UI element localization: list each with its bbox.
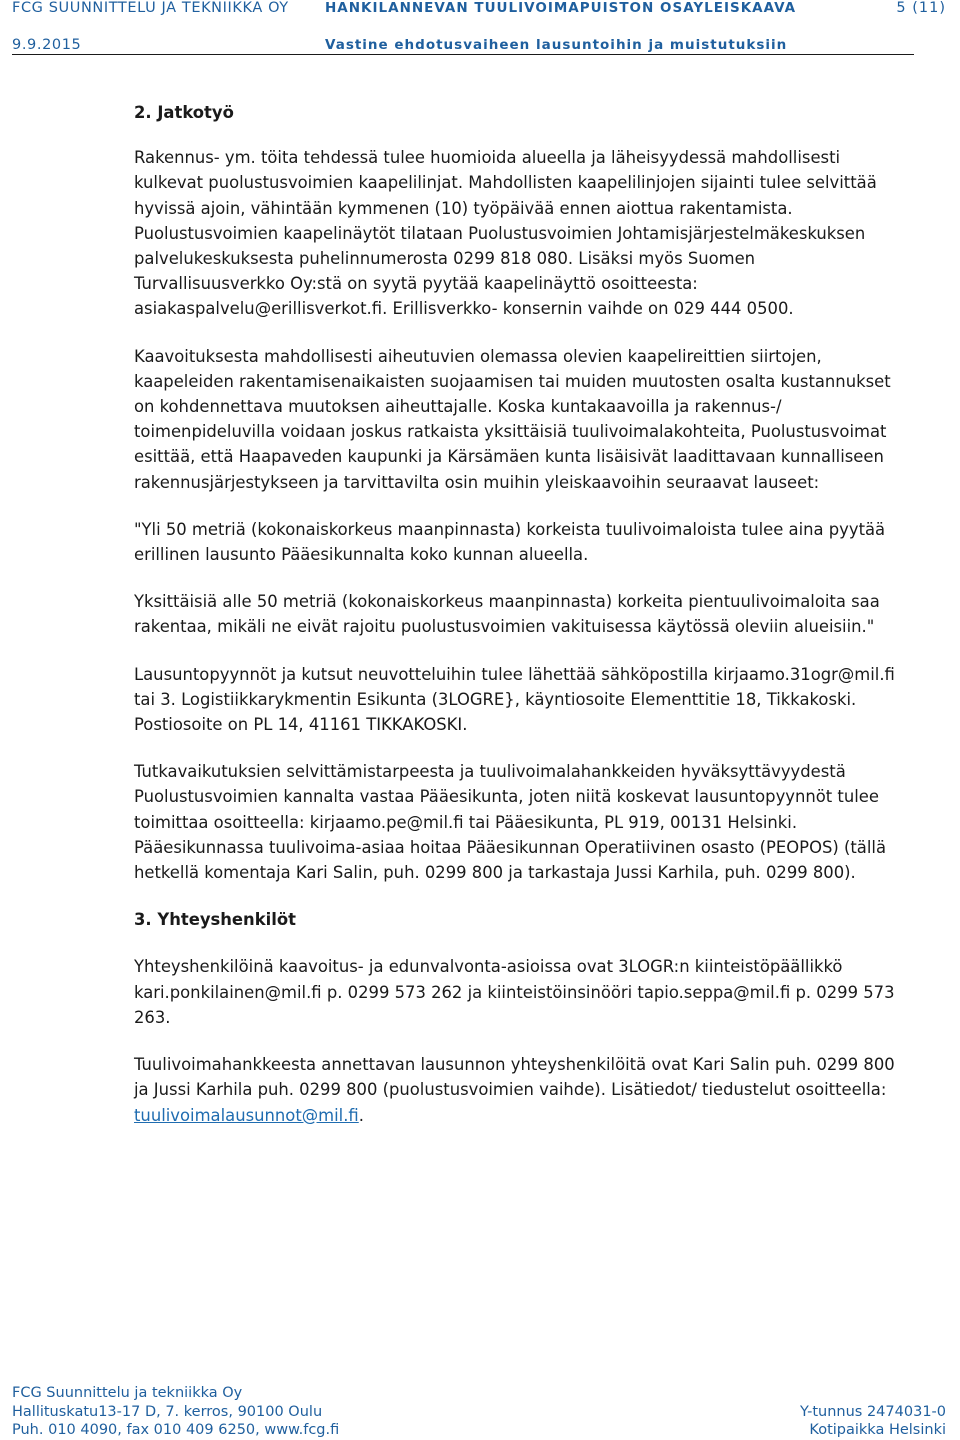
header-divider xyxy=(12,54,914,55)
contacts-wind-text: Tuulivoimahankkeesta annettavan lausunnon yhteyshenkilöitä ovat Kari Salin puh. 0299 800 ja Jussi Karhila puh. 0299 800 (puolustusvoimien vaihde). Lisätiedot/ tiedustelut osoitteella: xyxy=(134,1055,895,1100)
section-heading-yhteyshenkilot: 3. Yhteyshenkilöt xyxy=(134,910,296,930)
header-subtitle: Vastine ehdotusvaiheen lausuntoihin ja muistutuksiin xyxy=(325,37,788,53)
footer-address: Hallituskatu13-17 D, 7. kerros, 90100 Oulu xyxy=(12,1403,323,1420)
footer-right xyxy=(800,1403,946,1440)
footer-company: FCG Suunnittelu ja tekniikka Oy xyxy=(12,1385,243,1401)
contacts-wind-end: . xyxy=(358,1105,364,1125)
footer-phone: Puh. 010 4090, fax 010 409 6250, www.fcg.fi xyxy=(12,1422,340,1438)
header-project-title: HANKILANNEVAN TUULIVOIMAPUISTON OSAYLEISKAAVA xyxy=(325,0,797,16)
footer-domicile: Kotipaikka Helsinki xyxy=(809,1422,946,1438)
paragraph-cable-lines: Rakennus- ym. töita tehdessä tulee huomioida alueella ja läheisyydessä mahdollisesti kulkevat puolustusvoimien kaapelilinjat. Mahdollisten kaapelilinjojen sijainti tulee selvittää hyvissä ajoin, vähintään kymmenen (10) työpäivää ennen aiottua rakentamista. Puolustusvoimien kaapelinäytöt tilataan Puolustusvoimien Johtamisjärjestelmäkeskuksen palvelukeskuksesta puhelinnumerosta 0299 818 080. Lisäksi myös Suomen Turvallisuusverkko Oy:stä on syytä pyytää kaapelinäyttö osoitteesta: asiakaspalvelu@erillisverkot.fi. Erillisverkko- konsernin vaihde on 029 444 0500. xyxy=(134,148,877,319)
email-link[interactable]: tuulivoimalausunnot@mil.fi xyxy=(134,1105,359,1125)
page-header xyxy=(0,0,960,62)
paragraph-quote-over-50m: "Yli 50 metriä (kokonaiskorkeus maanpinnasta) korkeista tuulivoimaloista tulee aina pyytää erillinen lausunto Pääesikunnalta koko kunnan alueella. xyxy=(134,519,886,565)
document-body xyxy=(134,100,902,1150)
paragraph-quote-under-50m: Yksittäisiä alle 50 metriä (kokonaiskorkeus maanpinnasta) korkeita pientuulivoimaloita saa rakentaa, mikäli ne eivät rajoitu puolustusvoimien vakituisessa käytössä oleviin alueisiin." xyxy=(134,592,880,637)
paragraph-radar-effects: Tutkavaikutuksien selvittämistarpeesta ja tuulivoimalahankkeiden hyväksyttävyydestä Puolustusvoimien kannalta vastaa Pääesikunta, joten niitä koskevat lausuntopyynnöt tulee toimittaa osoitteella: kirjaamo.pe@mil.fi tai Pääesikunta, PL 919, 00131 Helsinki. Pääesikunnassa tuulivoima-asiaa hoitaa Pääesikunnan Operatiivinen osasto (PEOPOS) (tällä hetkellä komentaja Kari Salin, puh. 0299 800 ja tarkastaja Jussi Karhila, puh. 0299 800). xyxy=(134,762,886,883)
paragraph-contacts: Yhteyshenkilöinä kaavoitus- ja edunvalvonta-asioissa ovat 3LOGR:n kiinteistöpäällikkö kari.ponkilainen@mil.fi p. 0299 573 262 ja kiinteistöinsinööri tapio.seppa@mil.fi p. 0299 573 263. xyxy=(134,957,895,1027)
footer-left xyxy=(12,1384,339,1440)
header-date: 9.9.2015 xyxy=(12,37,82,53)
paragraph-costs: Kaavoituksesta mahdollisesti aiheutuvien olemassa olevien kaapelireittien siirtojen, kaapeleiden rakentamisenaikaisten suojaamisen tai muiden muutosten osalta kustannukset on kohdennettava muutoksen aiheuttajalle. Koska kuntakaavoilla ja rakennus-/ toimenpideluvilla voidaan joskus ratkaista yksittäisiä tuulivoimalakohteita, Puolustusvoimat esittää, että Haapaveden kaupunki ja Kärsämäen kunta lisäisivät laadittavaan kunnalliseen rakennusjärjestykseen ja tarvittavilta osin muihin yleiskaavoihin seuraavat lauseet: xyxy=(134,346,891,492)
header-page-number: 5 (11) xyxy=(896,0,946,16)
paragraph-contacts-wind xyxy=(134,1052,902,1128)
section-heading-jatkotyo: 2. Jatkotyö xyxy=(134,103,234,122)
paragraph-requests: Lausuntopyynnöt ja kutsut neuvotteluihin tulee lähettää sähköpostilla kirjaamo.31ogr@mil.fi tai 3. Logistiikkarykmentin Esikunta (3LOGRE}, käyntiosoite Elementtitie 18, Tikkakoski. Postiosoite on PL 14, 41161 TIKKAKOSKI. xyxy=(134,664,895,735)
header-company: FCG SUUNNITTELU JA TEKNIIKKA OY xyxy=(12,0,289,16)
footer-business-id: Y-tunnus 2474031-0 xyxy=(799,1403,946,1420)
